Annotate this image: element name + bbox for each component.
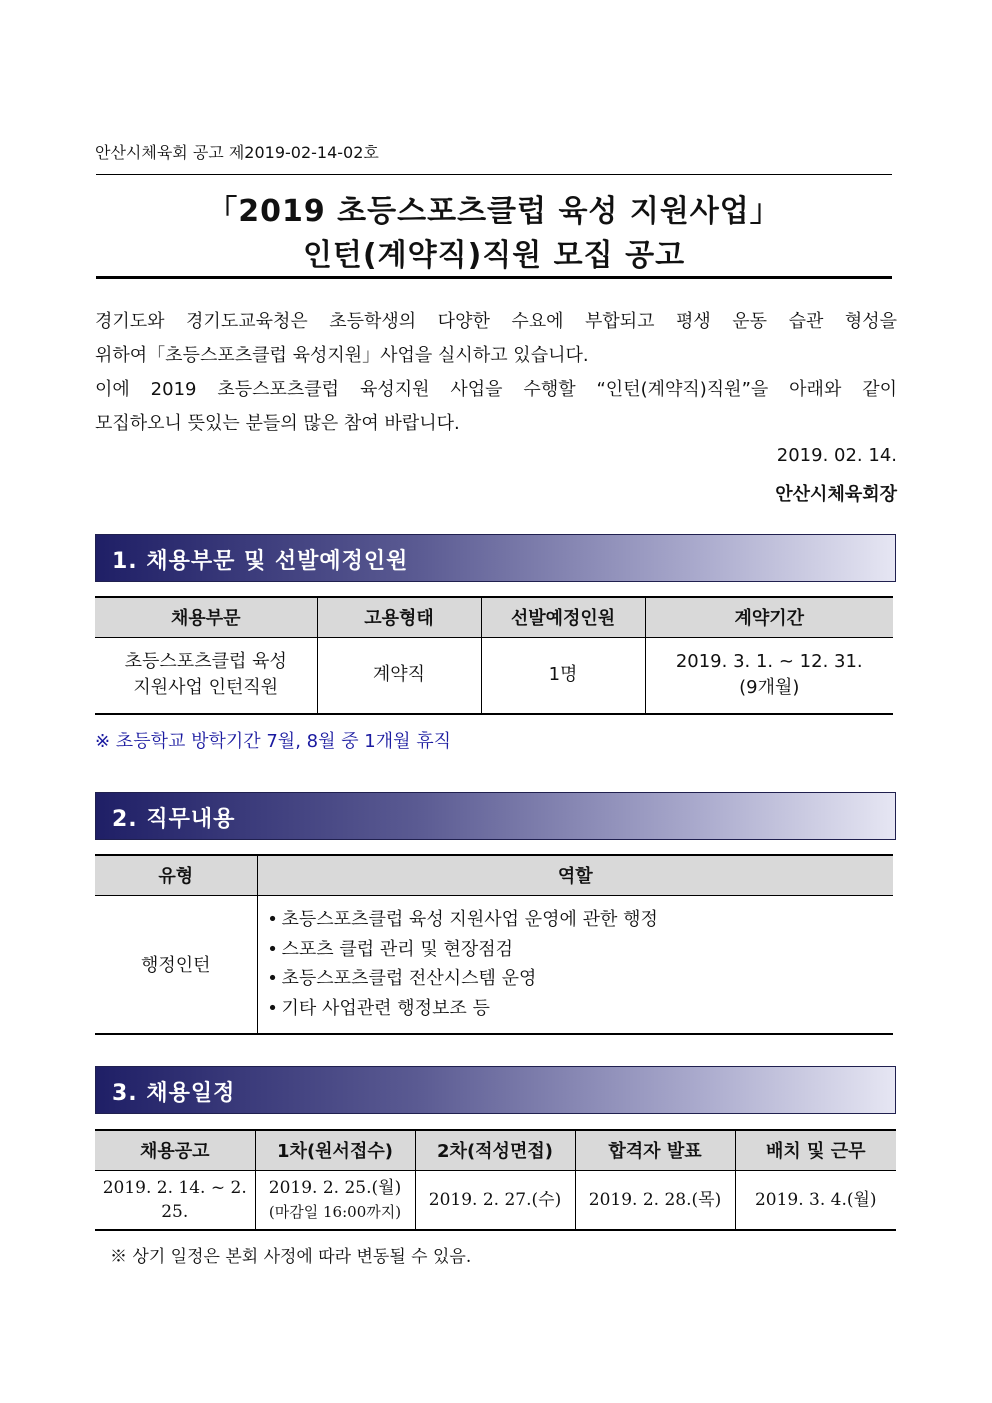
section-2-heading [95,792,896,840]
duty-roles-cell [257,895,893,1034]
announce-period-cell: 2019. 2. 14. ~ 2. 25. [95,1170,255,1230]
recruit-part-line: 지원사업 인턴직원 [133,677,279,699]
header-cell: 합격자 발표 [575,1130,735,1170]
leave-note: ※ 초등학교 방학기간 7월, 8월 중 1개월 휴직 [95,731,452,752]
schedule-table [95,1129,896,1231]
list-item: • 초등스포츠클럽 육성 지원사업 운영에 관한 행정 [264,905,894,935]
contract-period-line: 2019. 3. 1. ~ 12. 31. [675,651,863,673]
schedule-note: ※ 상기 일정은 본회 사정에 따라 변동될 수 있음. [110,1247,472,1267]
section-1-title: 1. 채용부문 및 선발예정인원 [112,549,409,574]
title-line-1: 「2019 초등스포츠클럽 육성 지원사업」 [207,194,781,229]
header-cell: 유형 [95,855,257,895]
section-3-heading [95,1066,896,1114]
contract-period-cell [645,637,893,714]
first-stage-date: 2019. 2. 25.(월) [268,1177,402,1198]
header-cell: 2차(적성면접) [415,1130,575,1170]
headcount-cell: 1명 [481,637,645,714]
placement-cell: 2019. 3. 4.(월) [735,1170,896,1230]
contract-period-line: (9개월) [739,677,800,699]
second-stage-cell: 2019. 2. 27.(수) [415,1170,575,1230]
table-row [95,637,893,714]
intro-paragraph [95,305,897,441]
result-cell: 2019. 2. 28.(목) [575,1170,735,1230]
recruitment-table [95,596,893,715]
intro-line: 이에 2019 초등스포츠클럽 육성지원 사업을 수행할 “인턴(계약직)직원”을 아래와 같이 [95,379,897,400]
first-stage-cell [255,1170,415,1230]
header-cell: 1차(원서접수) [255,1130,415,1170]
list-item: • 초등스포츠클럽 전산시스템 운영 [264,964,894,994]
list-item: • 기타 사업관련 행정보조 등 [264,994,894,1024]
intro-line: 모집하오니 뜻있는 분들의 많은 참여 바랍니다. [95,413,460,434]
table-row [95,1170,896,1230]
header-cell: 선발예정인원 [481,597,645,637]
header-cell: 역할 [257,855,893,895]
duties-table [95,854,893,1035]
notice-number: 안산시체육회 공고 제2019-02-14-02호 [95,143,379,162]
employment-type-cell: 계약직 [317,637,481,714]
section-1-heading [95,534,896,582]
duty-type-cell: 행정인턴 [95,895,257,1034]
section-3-title: 3. 채용일정 [112,1081,236,1106]
table-row [95,895,893,1034]
title-line-2: 인턴(계약직)직원 모집 공고 [302,238,686,273]
header-cell: 계약기간 [645,597,893,637]
recruit-part-cell [95,637,317,714]
header-cell: 채용공고 [95,1130,255,1170]
header-cell: 배치 및 근무 [735,1130,896,1170]
table-header-row [95,597,893,637]
table-header-row [95,855,893,895]
section-2-title: 2. 직무내용 [112,807,236,832]
recruit-part-line: 초등스포츠클럽 육성 [124,651,287,673]
header-cell: 고용형태 [317,597,481,637]
header-cell: 채용부문 [95,597,317,637]
intro-line: 경기도와 경기도교육청은 초등학생의 다양한 수요에 부합되고 평생 운동 습관 형성을 [95,311,897,332]
top-rule [96,174,892,175]
list-item: • 스포츠 클럽 관리 및 현장점검 [264,935,894,965]
roles-list [264,905,894,1023]
first-stage-deadline: (마감일 16:00까지) [268,1202,402,1221]
notice-date: 2019. 02. 14. [776,445,897,466]
intro-line: 위하여「초등스포츠클럽 육성지원」사업을 실시하고 있습니다. [95,345,589,366]
bottom-rule [96,276,892,279]
table-header-row [95,1130,896,1170]
signer: 안산시체육회장 [775,484,897,505]
